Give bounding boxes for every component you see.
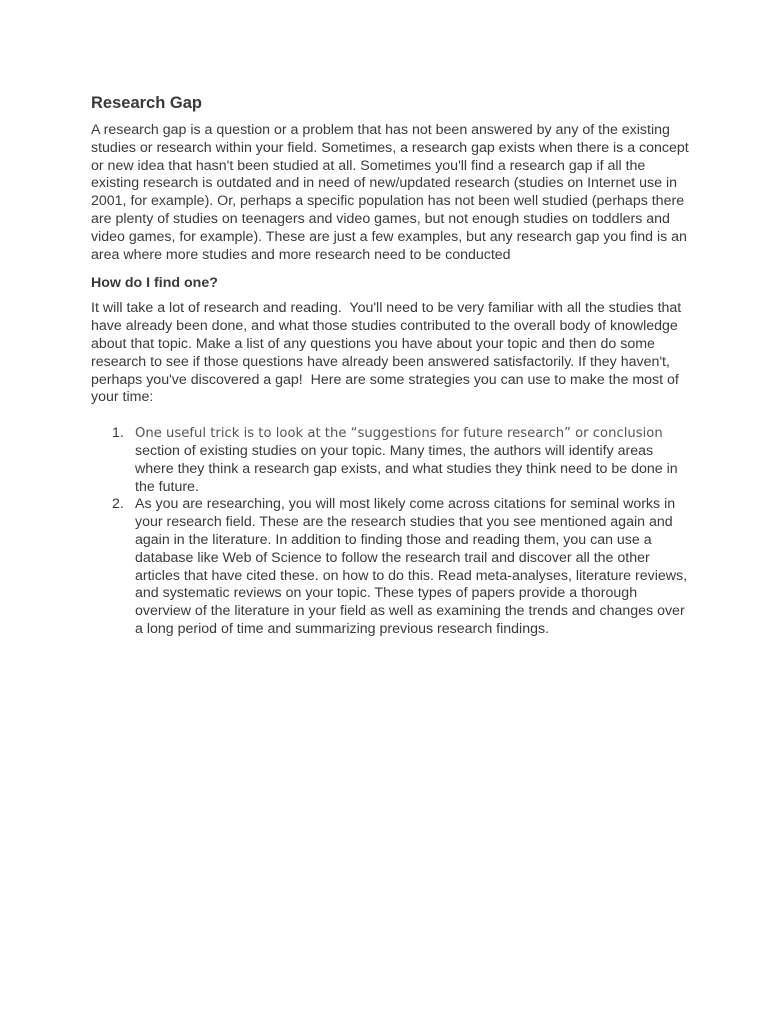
- list-item-text: section of existing studies on your topic. Many times, the authors will identify areas where they think a research gap exists, and what studies they think need to be done in the future.: [135, 442, 678, 495]
- list-item: [91, 425, 691, 496]
- list-item-number: 1.: [112, 425, 124, 442]
- intro-paragraph: A research gap is a question or a problem that has not been answered by any of the existing studies or research within your field. Sometimes, a research gap exists when there is a concept or new idea that hasn't been studied at all. Sometimes you'll find a research gap if all the existing research is outdated and in need of new/updated research (studies on Internet use in 2001, for example). Or, perhaps a specific population has not been well studied (perhaps there are plenty of studies on teenagers and video games, but not enough studies on toddlers and video games, for example). These are just a few examples, but any research gap you find is an area where more studies and more research need to be conducted: [91, 122, 693, 263]
- list-item-text: As you are researching, you will most likely come across citations for seminal works in your research field. These are the research studies that you see mentioned again and again in the literature. In addition to finding those and reading them, you can use a database like Web of Science to follow the research trail and discover all the other articles that have cited these. on how to do this. Read meta-analyses, literature reviews, and systematic reviews on your topic. These types of papers provide a thorough overview of the literature in your field as well as examining the trends and changes over a long period of time and summarizing previous research findings.: [135, 496, 688, 637]
- body-paragraph: It will take a lot of research and reading. You'll need to be very familiar with all the studies that have already been done, and what those studies contributed to the overall body of knowledge about that topic. Make a list of any questions you have about your topic and then do some research to see if those questions have already been answered satisfactorily. If they haven't, perhaps you've discovered a gap! Here are some strategies you can use to make the most of your time:: [91, 300, 686, 406]
- document-page: [91, 92, 691, 639]
- section-heading: How do I find one?: [91, 275, 218, 292]
- list-item: [91, 496, 691, 638]
- document-title: Research Gap: [91, 94, 202, 112]
- list-item-number: 2.: [112, 496, 124, 513]
- list-item-lead-text: One useful trick is to look at the “suggestions for future research” or conclusion: [135, 426, 663, 442]
- strategy-list: [91, 425, 691, 639]
